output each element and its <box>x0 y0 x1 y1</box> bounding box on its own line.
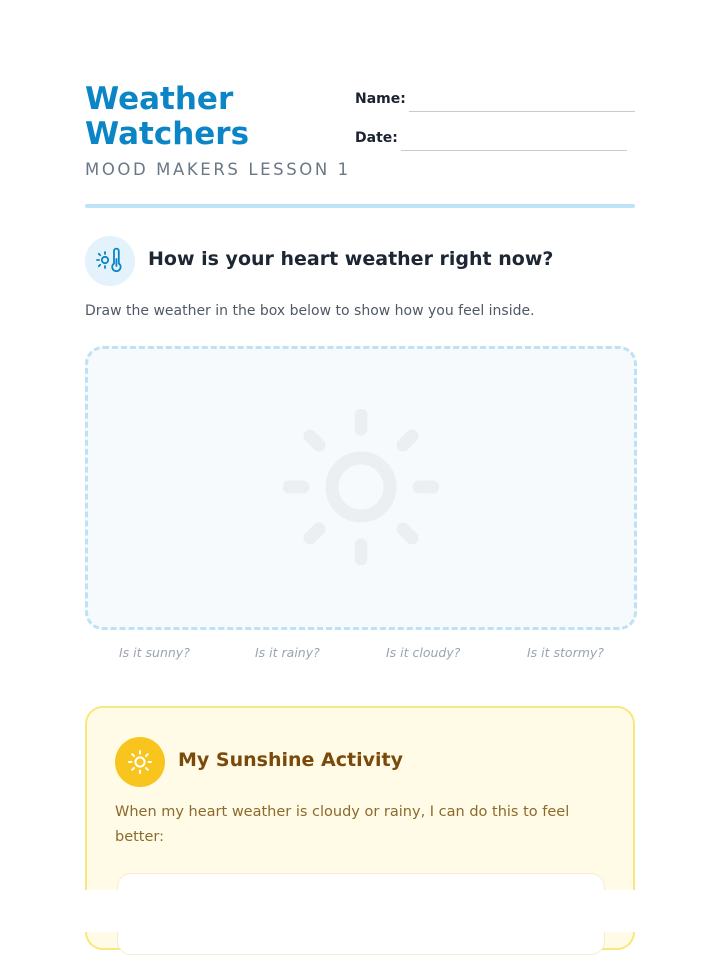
activity-title: My Sunshine Activity <box>178 749 403 771</box>
sun-icon <box>115 737 165 787</box>
page-bottom-margin <box>0 890 720 932</box>
name-field[interactable] <box>409 111 635 112</box>
prompt-stormy: Is it stormy? <box>527 645 604 660</box>
activity-text: When my heart weather is cloudy or rainy, I can do this to feel better: <box>115 804 570 845</box>
lesson-subtitle: MOOD MAKERS LESSON 1 <box>85 160 351 179</box>
drawing-instruction: Draw the weather in the box below to show how you feel inside. <box>85 303 535 319</box>
drawing-box[interactable] <box>85 346 637 630</box>
prompt-rainy: Is it rainy? <box>255 645 320 660</box>
prompt-sunny: Is it sunny? <box>119 645 190 660</box>
sun-watermark-icon <box>283 409 439 565</box>
thermometer-sun-icon <box>85 236 135 286</box>
date-label: Date: <box>355 130 398 146</box>
name-label: Name: <box>355 91 406 107</box>
date-field[interactable] <box>401 150 627 151</box>
header-divider <box>85 204 635 208</box>
prompt-cloudy: Is it cloudy? <box>386 645 461 660</box>
worksheet-title: Weather Watchers <box>85 81 250 152</box>
question-heading: How is your heart weather right now? <box>148 248 554 270</box>
